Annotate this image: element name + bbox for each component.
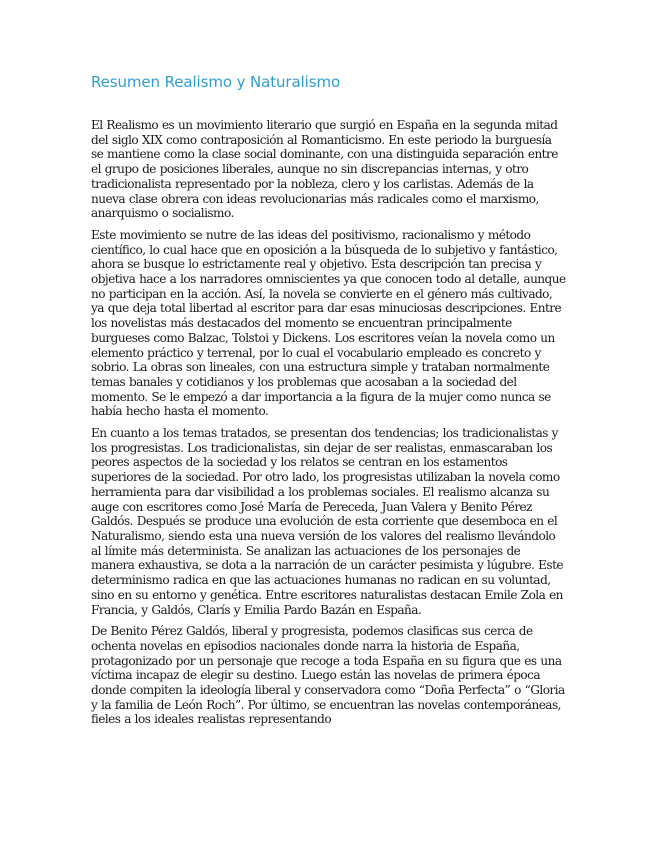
paragraph-4: De Benito Pérez Galdós, liberal y progresista, podemos clasificas sus cerca de ochenta novelas en episodios nacionales donde narra la historia de España, protagonizado por un personaje que recoge a toda España en su figura que es una víctima incapaz de elegir su destino. Luego están las novelas de primera época donde compiten la ideología liberal y conservadora como “Doña Perfecta” o “Gloria y la familia de León Roch”. Por último, se encuentran las novelas contemporáneas, fieles a los ideales realistas representando xyxy=(91,624,565,727)
paragraph-3: En cuanto a los temas tratados, se presentan dos tendencias; los tradicionalistas y los progresistas. Los tradicionalistas, sin dejar de ser realistas, enmascaraban los peores aspectos de la sociedad y los relatos se centran en los estamentos superiores de la sociedad. Por otro lado, los progresistas utilizaban la novela como herramienta para dar visibilidad a los problemas sociales. El realismo alcanza su auge con escritores como José María de Pereceda, Juan Valera y Benito Pérez Galdós. Después se produce una evolución de esta corriente que desemboca en el Naturalismo, siendo esta una nueva versión de los valores del realismo llevándolo al límite más determinista. Se analizan las actuaciones de los personajes de manera exhaustiva, se dota a la narración de un carácter pesimista y lúgubre. Este determinismo radica en que las actuaciones humanas no radican en su voluntad, sino en su entorno y genética. Entre escritores naturalistas destacan Emile Zola en Francia, y Galdós, Clarís y Emilia Pardo Bazán en España. xyxy=(91,426,564,617)
paragraph-1: El Realismo es un movimiento literario que surgió en España en la segunda mitad del siglo XIX como contraposición al Romanticismo. En este periodo la burguesía se mantiene como la clase social dominante, con una distinguida separación entre el grupo de posiciones liberales, aunque no sin discrepancias internas, y otro tradicionalista representado por la nobleza, clero y los carlistas. Además de la nueva clase obrera con ideas revolucionarias más radicales como el marxismo, anarquismo o socialismo. xyxy=(91,118,558,221)
document-title: Resumen Realismo y Naturalismo xyxy=(91,73,341,91)
paragraph-2: Este movimiento se nutre de las ideas del positivismo, racionalismo y método científico, lo cual hace que en oposición a la búsqueda de lo subjetivo y fantástico, ahora se busque lo estrictamente real y objetivo. Esta descripción tan precisa y objetiva hace a los narradores omniscientes ya que conocen todo al detalle, aunque no participan en la acción. Así, la novela se convierte en el género más cultivado, ya que deja total libertad al escritor para dar esas minuciosas descripciones. Entre los novelistas más destacados del momento se encuentran principalmente burgueses como Balzac, Tolstoi y Dickens. Los escritores veían la novela como un elemento práctico y terrenal, por lo cual el vocabulario empleado es concreto y sobrio. La obras son lineales, con una estructura simple y trataban normalmente temas banales y cotidianos y los problemas que acosaban a la sociedad del momento. Se le empezó a dar importancia a la figura de la mujer como nunca se había hecho hasta el momento. xyxy=(91,227,566,419)
document-body xyxy=(91,118,567,734)
